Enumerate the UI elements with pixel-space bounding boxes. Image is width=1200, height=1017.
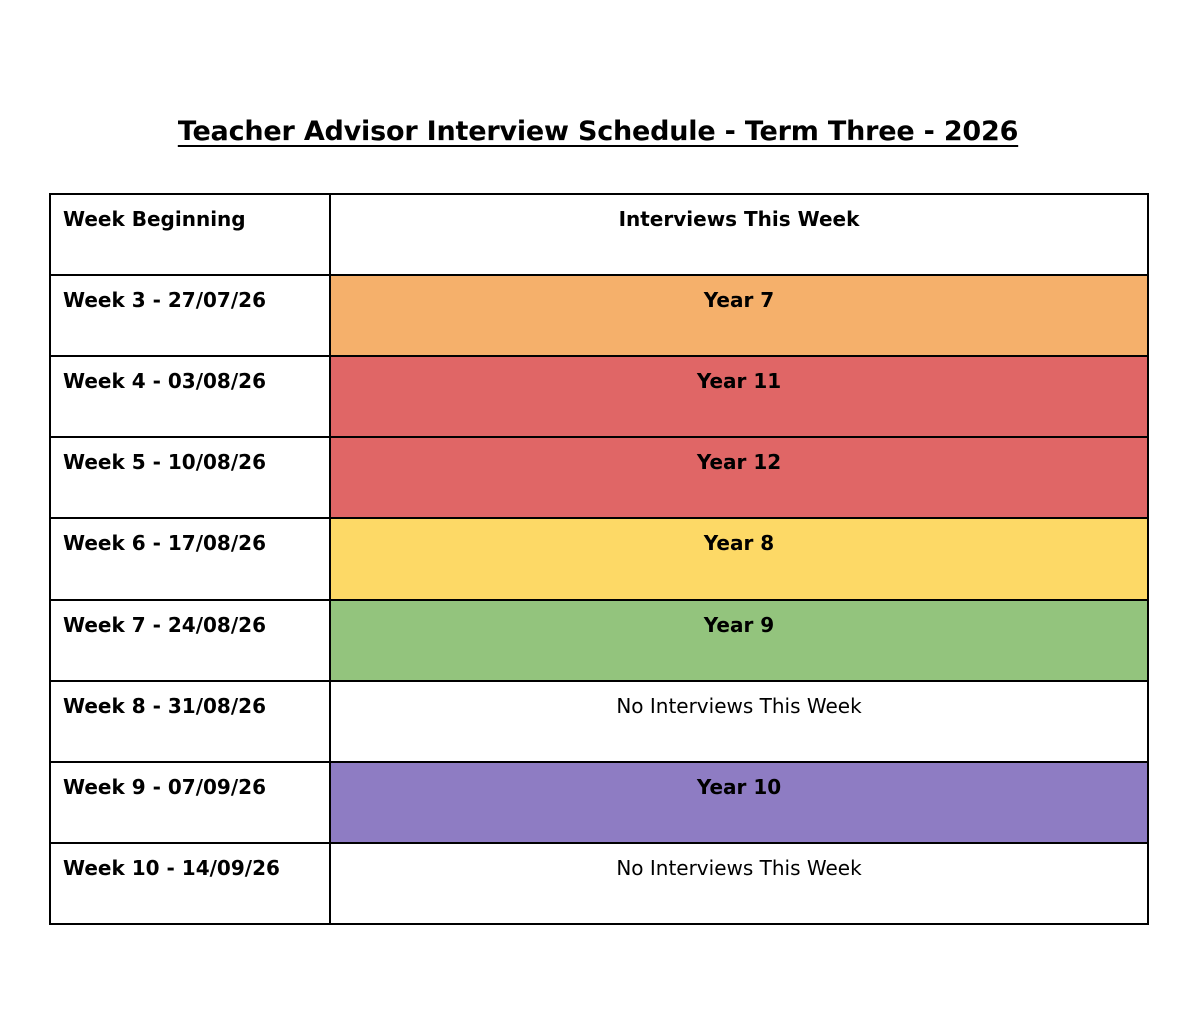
interviews-cell: Year 12	[330, 437, 1148, 518]
week-cell: Week 7 - 24/08/26	[50, 600, 330, 681]
table-row	[50, 681, 1148, 762]
table-row	[50, 518, 1148, 599]
interviews-cell: Year 10	[330, 762, 1148, 843]
table-row	[50, 437, 1148, 518]
interviews-cell: Year 7	[330, 275, 1148, 356]
week-cell: Week 3 - 27/07/26	[50, 275, 330, 356]
page-title: Teacher Advisor Interview Schedule - Term Three - 2026	[177, 116, 1019, 147]
week-cell: Week 9 - 07/09/26	[50, 762, 330, 843]
schedule-table	[49, 193, 1149, 925]
interviews-cell: No Interviews This Week	[330, 681, 1148, 762]
interviews-header: Interviews This Week	[330, 194, 1148, 275]
table-row	[50, 275, 1148, 356]
interviews-cell: Year 11	[330, 356, 1148, 437]
table-row	[50, 600, 1148, 681]
week-cell: Week 5 - 10/08/26	[50, 437, 330, 518]
week-cell: Week 10 - 14/09/26	[50, 843, 330, 924]
week-beginning-header: Week Beginning	[50, 194, 330, 275]
interviews-cell: Year 8	[330, 518, 1148, 599]
interviews-cell: No Interviews This Week	[330, 843, 1148, 924]
table-row	[50, 356, 1148, 437]
table-row	[50, 762, 1148, 843]
week-cell: Week 8 - 31/08/26	[50, 681, 330, 762]
table-row	[50, 843, 1148, 924]
table-header-row	[50, 194, 1148, 275]
week-cell: Week 4 - 03/08/26	[50, 356, 330, 437]
week-cell: Week 6 - 17/08/26	[50, 518, 330, 599]
interviews-cell: Year 9	[330, 600, 1148, 681]
